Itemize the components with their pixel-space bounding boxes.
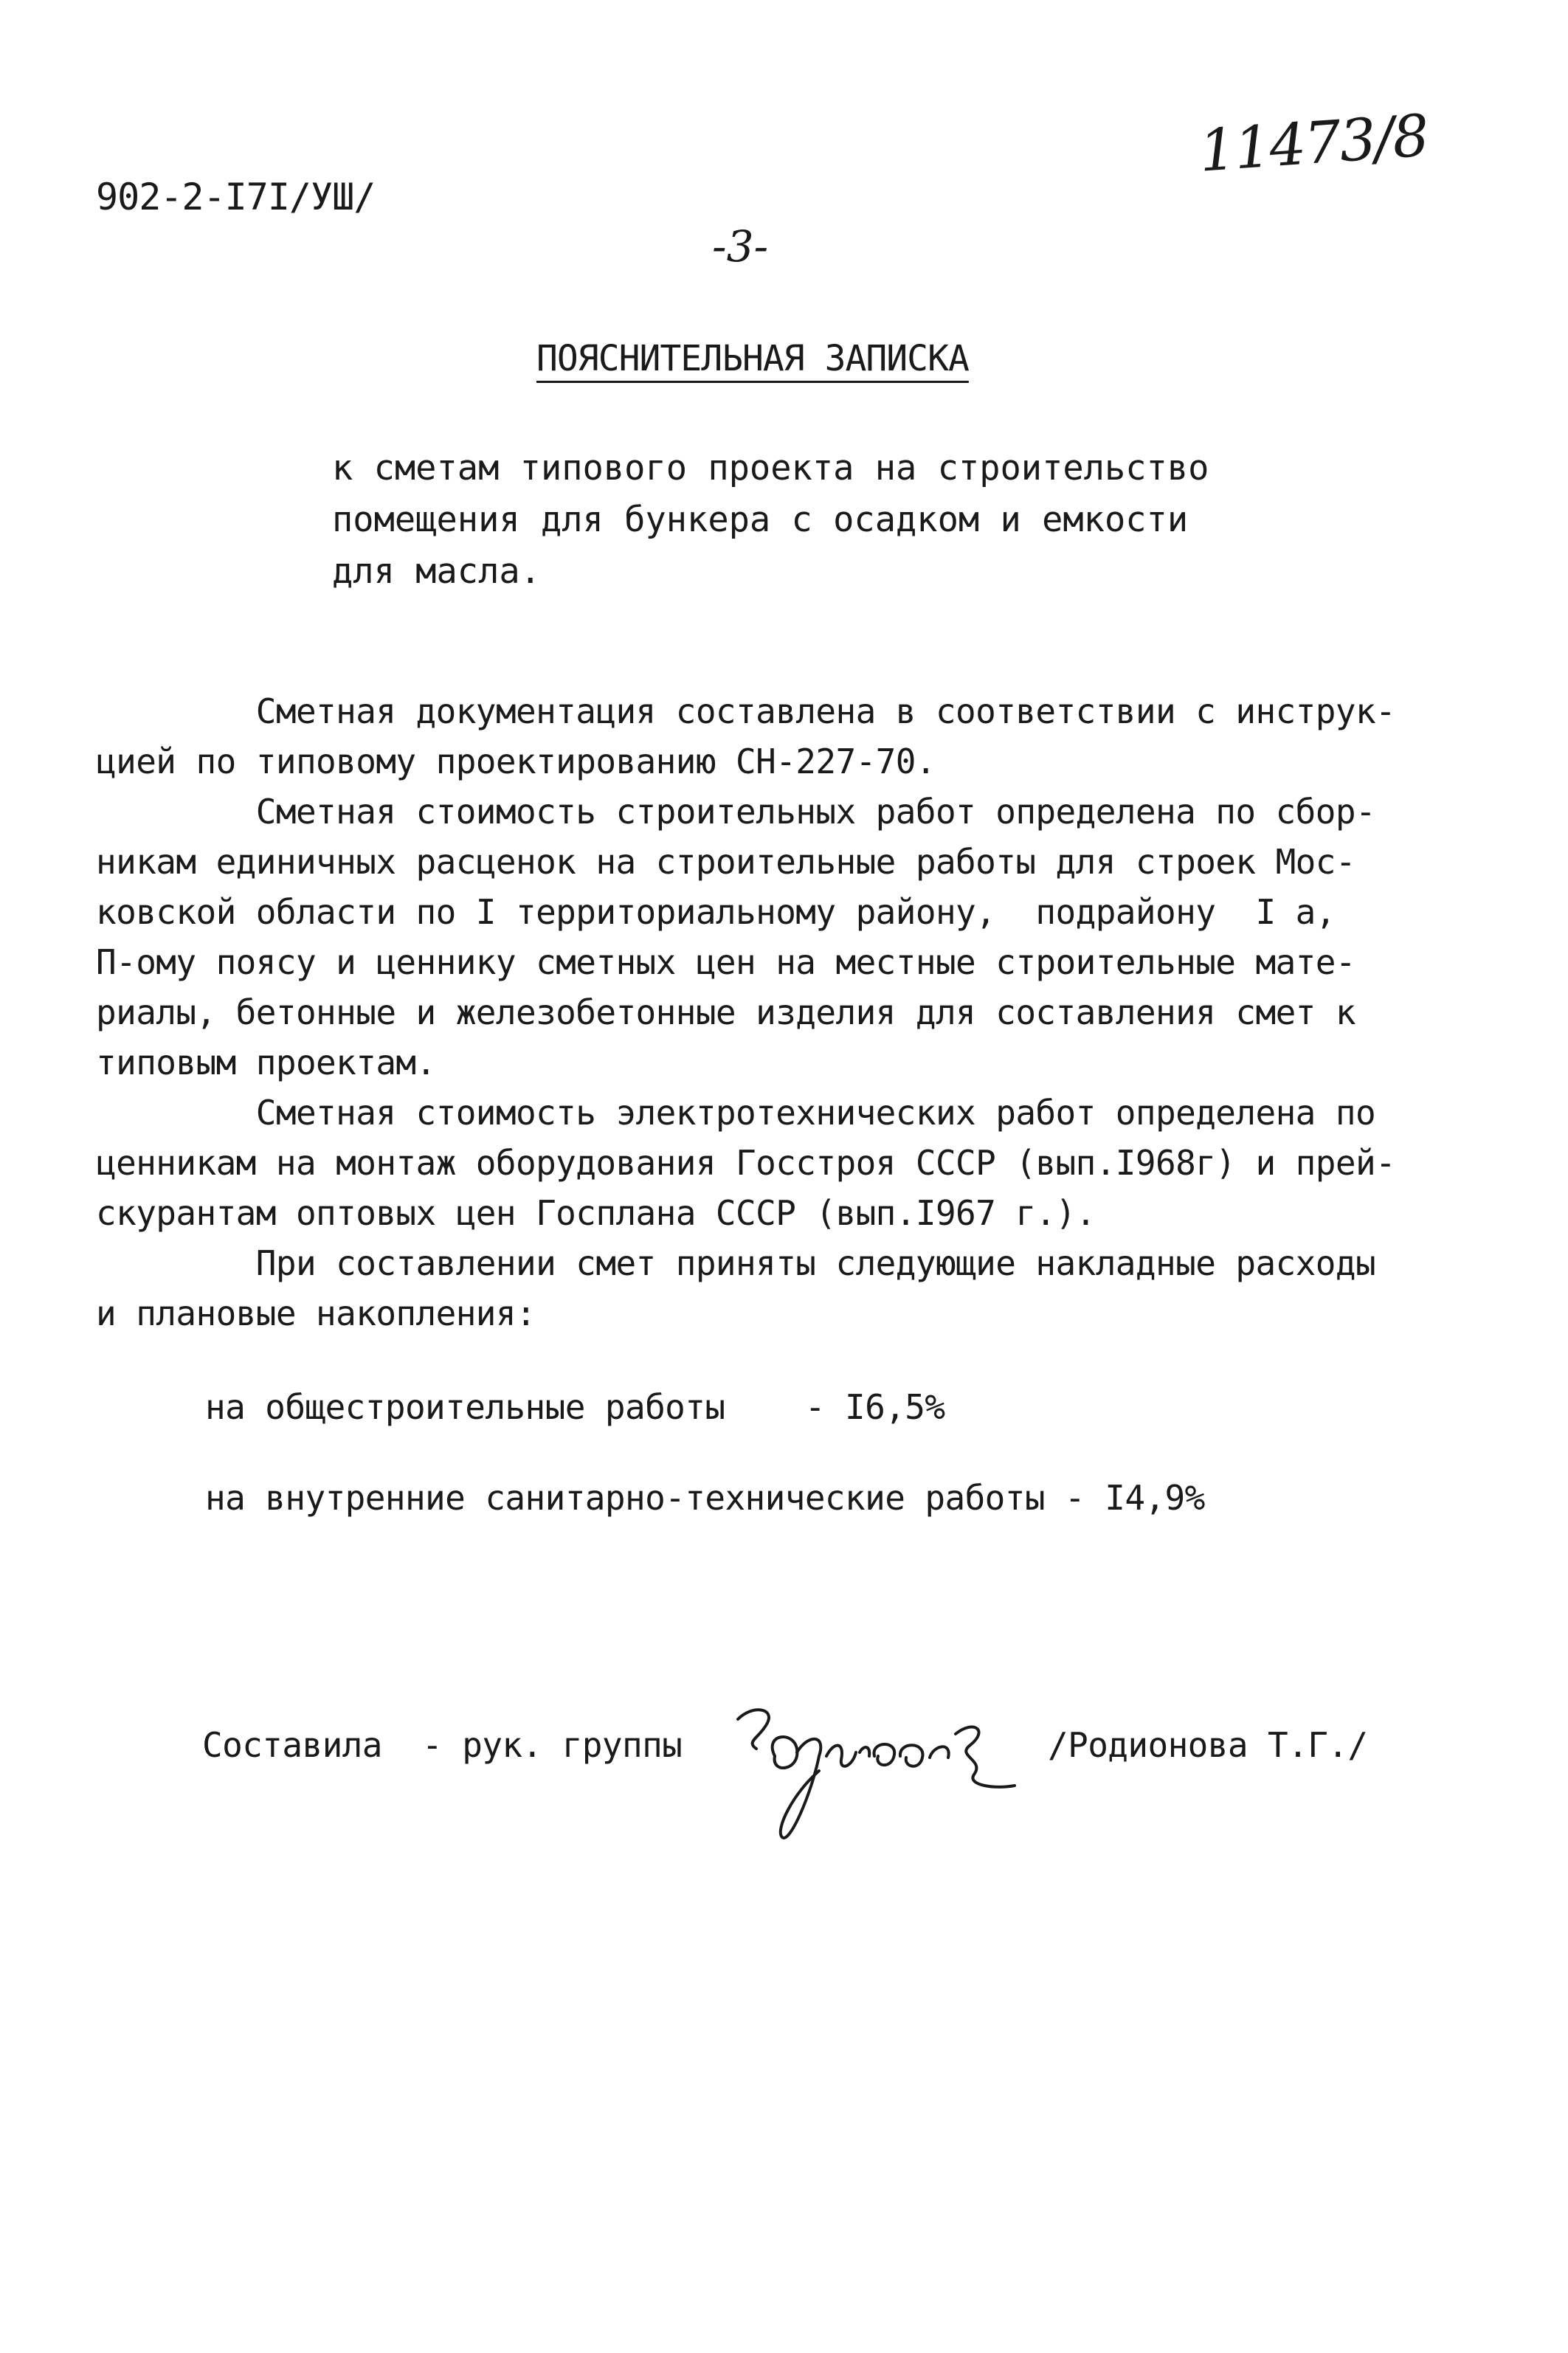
document-code: 902-2-I7I/УШ/ — [96, 176, 376, 218]
body-line: и плановые накопления: — [96, 1293, 536, 1333]
body-line: Сметная документация составлена в соответствии с инструк- — [96, 691, 1396, 731]
body-line: Сметная стоимость строительных работ определена по сбор- — [96, 792, 1376, 832]
subtitle — [332, 443, 1291, 598]
signature-label: Составила - рук. группы — [202, 1725, 683, 1765]
signature-name: /Родионова Т.Г./ — [1048, 1725, 1368, 1765]
subtitle-line: для масла. — [332, 551, 541, 592]
body-line: типовым проектам. — [96, 1043, 436, 1082]
handwritten-archive-number: 11473/8 — [1197, 103, 1430, 185]
body-line: Сметная стоимость электротехнических работ определена по — [96, 1093, 1376, 1133]
subtitle-line: к сметам типового проекта на строительство — [332, 448, 1209, 488]
body-line: риалы, бетонные и железобетонные изделия для составления смет к — [96, 992, 1355, 1032]
body-line: скурантам оптовых цен Госплана СССР (вып.I967 г.). — [96, 1193, 1096, 1233]
body-text — [96, 686, 1395, 1338]
subtitle-line: помещения для бункера с осадком и емкости — [332, 500, 1189, 540]
body-line: ковской области по I территориальному району, подрайону I а, — [96, 892, 1336, 932]
body-line: ценникам на монтаж оборудования Госстроя СССР (вып.I968г) и прей- — [96, 1143, 1396, 1183]
page-number: -3- — [712, 221, 769, 272]
rate-sanitary-technical: на внутренние санитарно-технические работы - I4,9% — [205, 1478, 1205, 1518]
handwritten-signature — [723, 1690, 1048, 1874]
body-line: П-ому поясу и ценнику сметных цен на местные строительные мате- — [96, 942, 1355, 982]
body-line: При составлении смет приняты следующие накладные расходы — [96, 1243, 1376, 1283]
body-line: цией по типовому проектированию СН-227-70. — [96, 742, 936, 781]
body-line: никам единичных расценок на строительные работы для строек Мос- — [96, 842, 1355, 882]
rate-general-construction: на общестроительные работы - I6,5% — [205, 1387, 945, 1427]
page-title: ПОЯСНИТЕЛЬНАЯ ЗАПИСКА — [536, 338, 969, 379]
